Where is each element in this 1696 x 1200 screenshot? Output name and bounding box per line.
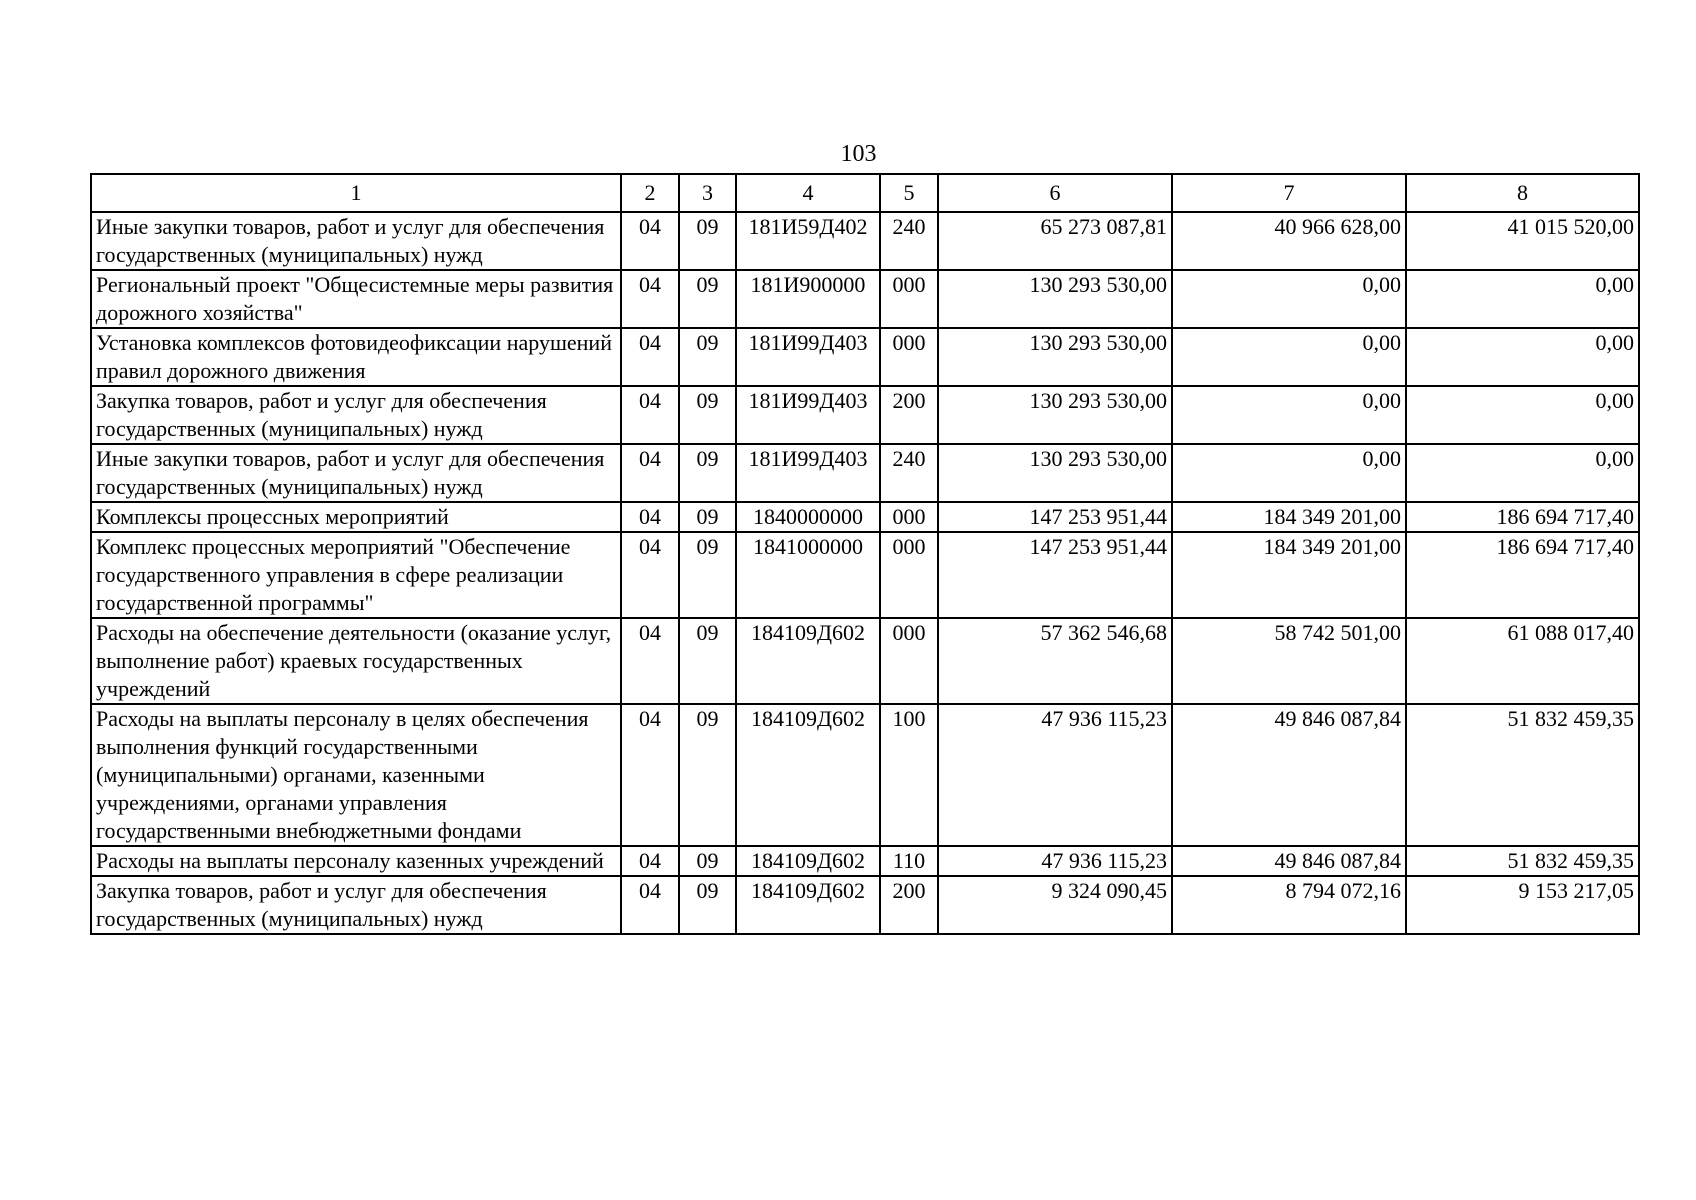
amount-col-7: 0,00 [1172, 444, 1406, 502]
section-code: 04 [621, 846, 679, 876]
table-row [91, 532, 1639, 618]
amount-col-8: 61 088 017,40 [1406, 618, 1639, 704]
target-article-code: 181И99Д403 [736, 328, 880, 386]
subsection-code: 09 [679, 618, 736, 704]
target-article-code: 184109Д602 [736, 618, 880, 704]
amount-col-7: 58 742 501,00 [1172, 618, 1406, 704]
amount-col-7: 0,00 [1172, 328, 1406, 386]
target-article-code: 1841000000 [736, 532, 880, 618]
amount-col-7: 49 846 087,84 [1172, 846, 1406, 876]
column-header: 7 [1172, 174, 1406, 212]
table-row [91, 386, 1639, 444]
target-article-code: 184109Д602 [736, 704, 880, 846]
section-code: 04 [621, 532, 679, 618]
target-article-code: 1840000000 [736, 502, 880, 532]
subsection-code: 09 [679, 876, 736, 934]
expense-type-code: 110 [880, 846, 938, 876]
target-article-code: 181И99Д403 [736, 444, 880, 502]
expense-name: Иные закупки товаров, работ и услуг для обеспечения государственных (муниципальных) нужд [91, 444, 621, 502]
section-code: 04 [621, 212, 679, 270]
expense-name: Региональный проект "Общесистемные меры развития дорожного хозяйства" [91, 270, 621, 328]
section-code: 04 [621, 386, 679, 444]
expense-type-code: 000 [880, 270, 938, 328]
table-row [91, 618, 1639, 704]
column-header: 1 [91, 174, 621, 212]
expense-type-code: 240 [880, 212, 938, 270]
expense-name: Закупка товаров, работ и услуг для обеспечения государственных (муниципальных) нужд [91, 386, 621, 444]
amount-col-6: 130 293 530,00 [938, 386, 1172, 444]
amount-col-8: 51 832 459,35 [1406, 704, 1639, 846]
amount-col-8: 186 694 717,40 [1406, 502, 1639, 532]
subsection-code: 09 [679, 386, 736, 444]
header-row [91, 174, 1639, 212]
expense-name: Установка комплексов фотовидеофиксации нарушений правил дорожного движения [91, 328, 621, 386]
amount-col-6: 65 273 087,81 [938, 212, 1172, 270]
column-header: 6 [938, 174, 1172, 212]
section-code: 04 [621, 704, 679, 846]
expense-type-code: 000 [880, 502, 938, 532]
table-row [91, 876, 1639, 934]
section-code: 04 [621, 328, 679, 386]
expense-name: Расходы на обеспечение деятельности (оказание услуг, выполнение работ) краевых государственных учреждений [91, 618, 621, 704]
amount-col-6: 47 936 115,23 [938, 704, 1172, 846]
target-article-code: 184109Д602 [736, 876, 880, 934]
table-row [91, 328, 1639, 386]
expense-type-code: 100 [880, 704, 938, 846]
subsection-code: 09 [679, 846, 736, 876]
subsection-code: 09 [679, 704, 736, 846]
target-article-code: 181И900000 [736, 270, 880, 328]
expense-name: Расходы на выплаты персоналу казенных учреждений [91, 846, 621, 876]
amount-col-6: 130 293 530,00 [938, 444, 1172, 502]
target-article-code: 184109Д602 [736, 846, 880, 876]
expense-name: Комплекс процессных мероприятий "Обеспечение государственного управления в сфере реализации государственной программы" [91, 532, 621, 618]
amount-col-6: 47 936 115,23 [938, 846, 1172, 876]
amount-col-8: 9 153 217,05 [1406, 876, 1639, 934]
amount-col-7: 0,00 [1172, 386, 1406, 444]
amount-col-7: 40 966 628,00 [1172, 212, 1406, 270]
amount-col-6: 130 293 530,00 [938, 270, 1172, 328]
amount-col-6: 57 362 546,68 [938, 618, 1172, 704]
table-row [91, 212, 1639, 270]
amount-col-8: 0,00 [1406, 386, 1639, 444]
subsection-code: 09 [679, 532, 736, 618]
expense-type-code: 000 [880, 328, 938, 386]
expense-type-code: 200 [880, 876, 938, 934]
target-article-code: 181И59Д402 [736, 212, 880, 270]
target-article-code: 181И99Д403 [736, 386, 880, 444]
amount-col-7: 184 349 201,00 [1172, 502, 1406, 532]
expense-type-code: 240 [880, 444, 938, 502]
table-row [91, 502, 1639, 532]
subsection-code: 09 [679, 502, 736, 532]
section-code: 04 [621, 502, 679, 532]
expense-type-code: 000 [880, 618, 938, 704]
amount-col-8: 0,00 [1406, 328, 1639, 386]
expense-name: Закупка товаров, работ и услуг для обеспечения государственных (муниципальных) нужд [91, 876, 621, 934]
column-header: 2 [621, 174, 679, 212]
table-row [91, 444, 1639, 502]
expense-name: Иные закупки товаров, работ и услуг для обеспечения государственных (муниципальных) нужд [91, 212, 621, 270]
amount-col-7: 8 794 072,16 [1172, 876, 1406, 934]
expense-type-code: 000 [880, 532, 938, 618]
section-code: 04 [621, 270, 679, 328]
column-header: 5 [880, 174, 938, 212]
amount-col-8: 41 015 520,00 [1406, 212, 1639, 270]
amount-col-7: 49 846 087,84 [1172, 704, 1406, 846]
expense-type-code: 200 [880, 386, 938, 444]
amount-col-6: 147 253 951,44 [938, 532, 1172, 618]
amount-col-8: 0,00 [1406, 444, 1639, 502]
column-header: 3 [679, 174, 736, 212]
amount-col-7: 0,00 [1172, 270, 1406, 328]
amount-col-8: 0,00 [1406, 270, 1639, 328]
expense-name: Комплексы процессных мероприятий [91, 502, 621, 532]
table-row [91, 846, 1639, 876]
table-row [91, 270, 1639, 328]
subsection-code: 09 [679, 444, 736, 502]
amount-col-8: 51 832 459,35 [1406, 846, 1639, 876]
column-header: 4 [736, 174, 880, 212]
amount-col-6: 130 293 530,00 [938, 328, 1172, 386]
amount-col-6: 9 324 090,45 [938, 876, 1172, 934]
section-code: 04 [621, 444, 679, 502]
column-header: 8 [1406, 174, 1639, 212]
amount-col-6: 147 253 951,44 [938, 502, 1172, 532]
budget-table [90, 173, 1640, 935]
section-code: 04 [621, 618, 679, 704]
section-code: 04 [621, 876, 679, 934]
subsection-code: 09 [679, 270, 736, 328]
table-row [91, 704, 1639, 846]
subsection-code: 09 [679, 328, 736, 386]
subsection-code: 09 [679, 212, 736, 270]
page-number: 103 [840, 141, 877, 167]
amount-col-8: 186 694 717,40 [1406, 532, 1639, 618]
amount-col-7: 184 349 201,00 [1172, 532, 1406, 618]
expense-name: Расходы на выплаты персоналу в целях обеспечения выполнения функций государственными (муниципальными) органами, казенными учреждениями, органами управления государственными внебюджетными фондами [91, 704, 621, 846]
